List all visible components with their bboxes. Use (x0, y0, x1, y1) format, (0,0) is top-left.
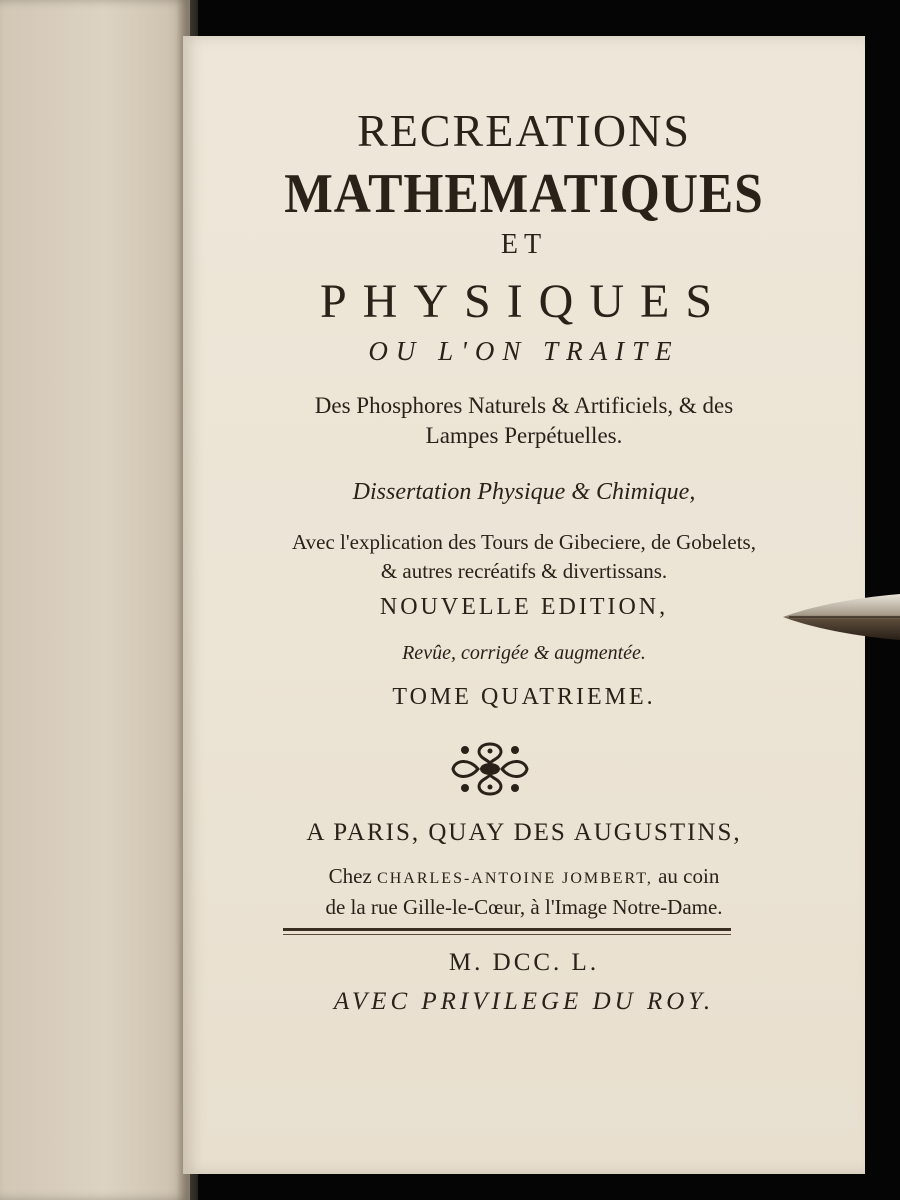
subtitle-phosphores-line2: Lampes Perpétuelles. (425, 423, 623, 448)
imprint-chez: Chez (328, 864, 372, 888)
double-rule-thin (283, 934, 731, 935)
imprint-corner: au coin (658, 864, 720, 888)
title-line-physiques: PHYSIQUES (319, 275, 729, 328)
title-line-recreations: RECREATIONS (357, 105, 691, 156)
subtitle-tours-line1: Avec l'explication des Tours de Gibeciere, de Gobelets, (292, 530, 756, 554)
title-page (183, 36, 865, 1174)
subtitle-phosphores-line1: Des Phosphores Naturels & Artificiels, & des (314, 393, 734, 418)
title-line-et: ET (500, 229, 548, 260)
subtitle-tours-line2: & autres recréatifs & divertissans. (380, 559, 668, 583)
imprint-publisher-block (183, 862, 865, 922)
privilege-line: AVEC PRIVILEGE DU ROY. (333, 988, 715, 1015)
left-page-edge (0, 0, 190, 1200)
imprint-publisher-line (183, 862, 865, 893)
title-line-ou-lon-traite: OU L'ON TRAITE (368, 336, 680, 366)
dissertation-line: Dissertation Physique & Chimique, (352, 479, 696, 505)
double-rule-thick (283, 928, 731, 931)
floral-printer-ornament-icon (445, 738, 535, 800)
edition-line: NOUVELLE EDITION, (379, 594, 669, 620)
revision-line: Revûe, corrigée & augmentée. (402, 642, 646, 664)
imprint-address-line: de la rue Gille-le-Cœur, à l'Image Notre-Dame. (325, 895, 723, 919)
imprint-city-line: A PARIS, QUAY DES AUGUSTINS, (306, 819, 742, 846)
year-line: M. DCC. L. (448, 949, 600, 976)
volume-line: TOME QUATRIEME. (392, 684, 656, 710)
imprint-publisher-name: CHARLES-ANTOINE JOMBERT, (377, 870, 653, 887)
title-line-mathematiques: MATHEMATIQUES (284, 163, 764, 225)
subtitle-phosphores (183, 391, 865, 451)
pen-nib-icon (783, 588, 900, 646)
subtitle-tours (183, 528, 865, 586)
